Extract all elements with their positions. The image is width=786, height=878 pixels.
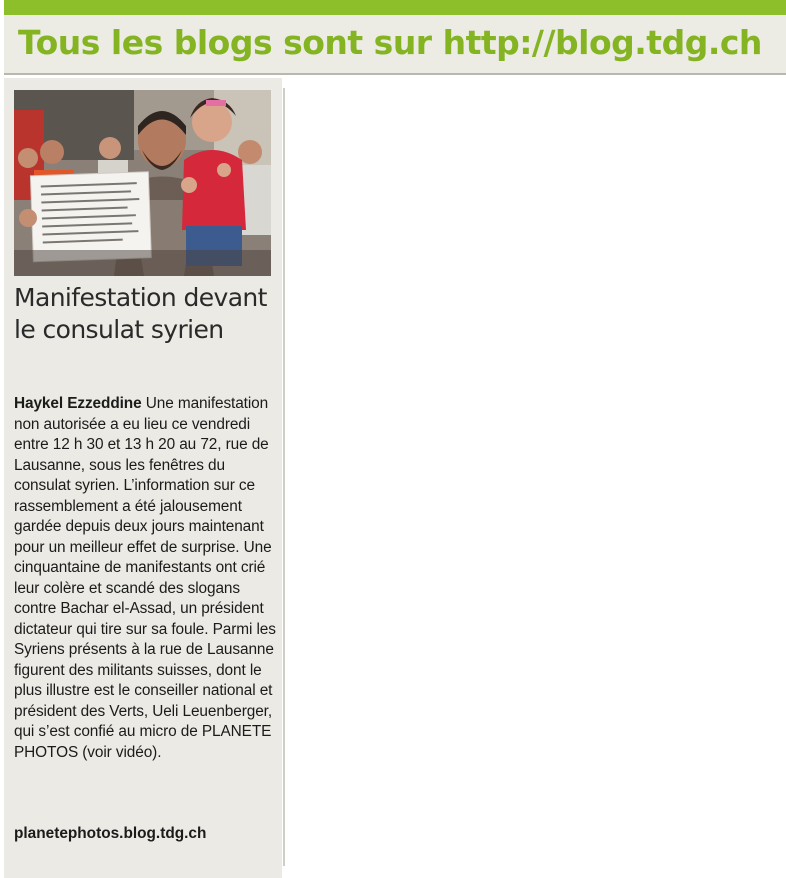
article-column xyxy=(4,78,282,878)
article-photo[interactable] xyxy=(14,90,271,276)
article-text: Une manifestation non autorisée a eu lieu ce vendredi entre 12 h 30 et 13 h 20 au 72, rue de Lausanne, sous les fenêtres du consulat syrien. L’information sur ce rassemblement a été jalousement gardée depuis deux jours maintenant pour un meilleur effet de surprise. Une cinquantaine de manifestants ont crié leur colère et scandé des slogans contre Bachar el-Assad, un président dictateur qui tire sur sa foule. Parmi les Syriens présents à la rue de Lausanne figurent des militants suisses, dont le plus illustre est le conseiller national et président des Verts, Ueli Leuenberger, qui s’est confié au micro de PLANETE PHOTOS (voir vidéo). xyxy=(14,395,276,761)
top-accent-bar xyxy=(4,0,786,15)
article-title[interactable]: Manifestation devant le consulat syrien xyxy=(14,283,267,344)
article-author: Haykel Ezzeddine xyxy=(14,395,142,412)
blog-link[interactable]: planetephotos.blog.tdg.ch xyxy=(14,825,207,842)
article-body xyxy=(14,394,279,763)
protest-photo-illustration xyxy=(14,90,271,276)
header-banner xyxy=(4,15,786,75)
column-divider xyxy=(283,88,285,866)
blogs-headline[interactable]: Tous les blogs sont sur http://blog.tdg.ch xyxy=(18,23,762,62)
